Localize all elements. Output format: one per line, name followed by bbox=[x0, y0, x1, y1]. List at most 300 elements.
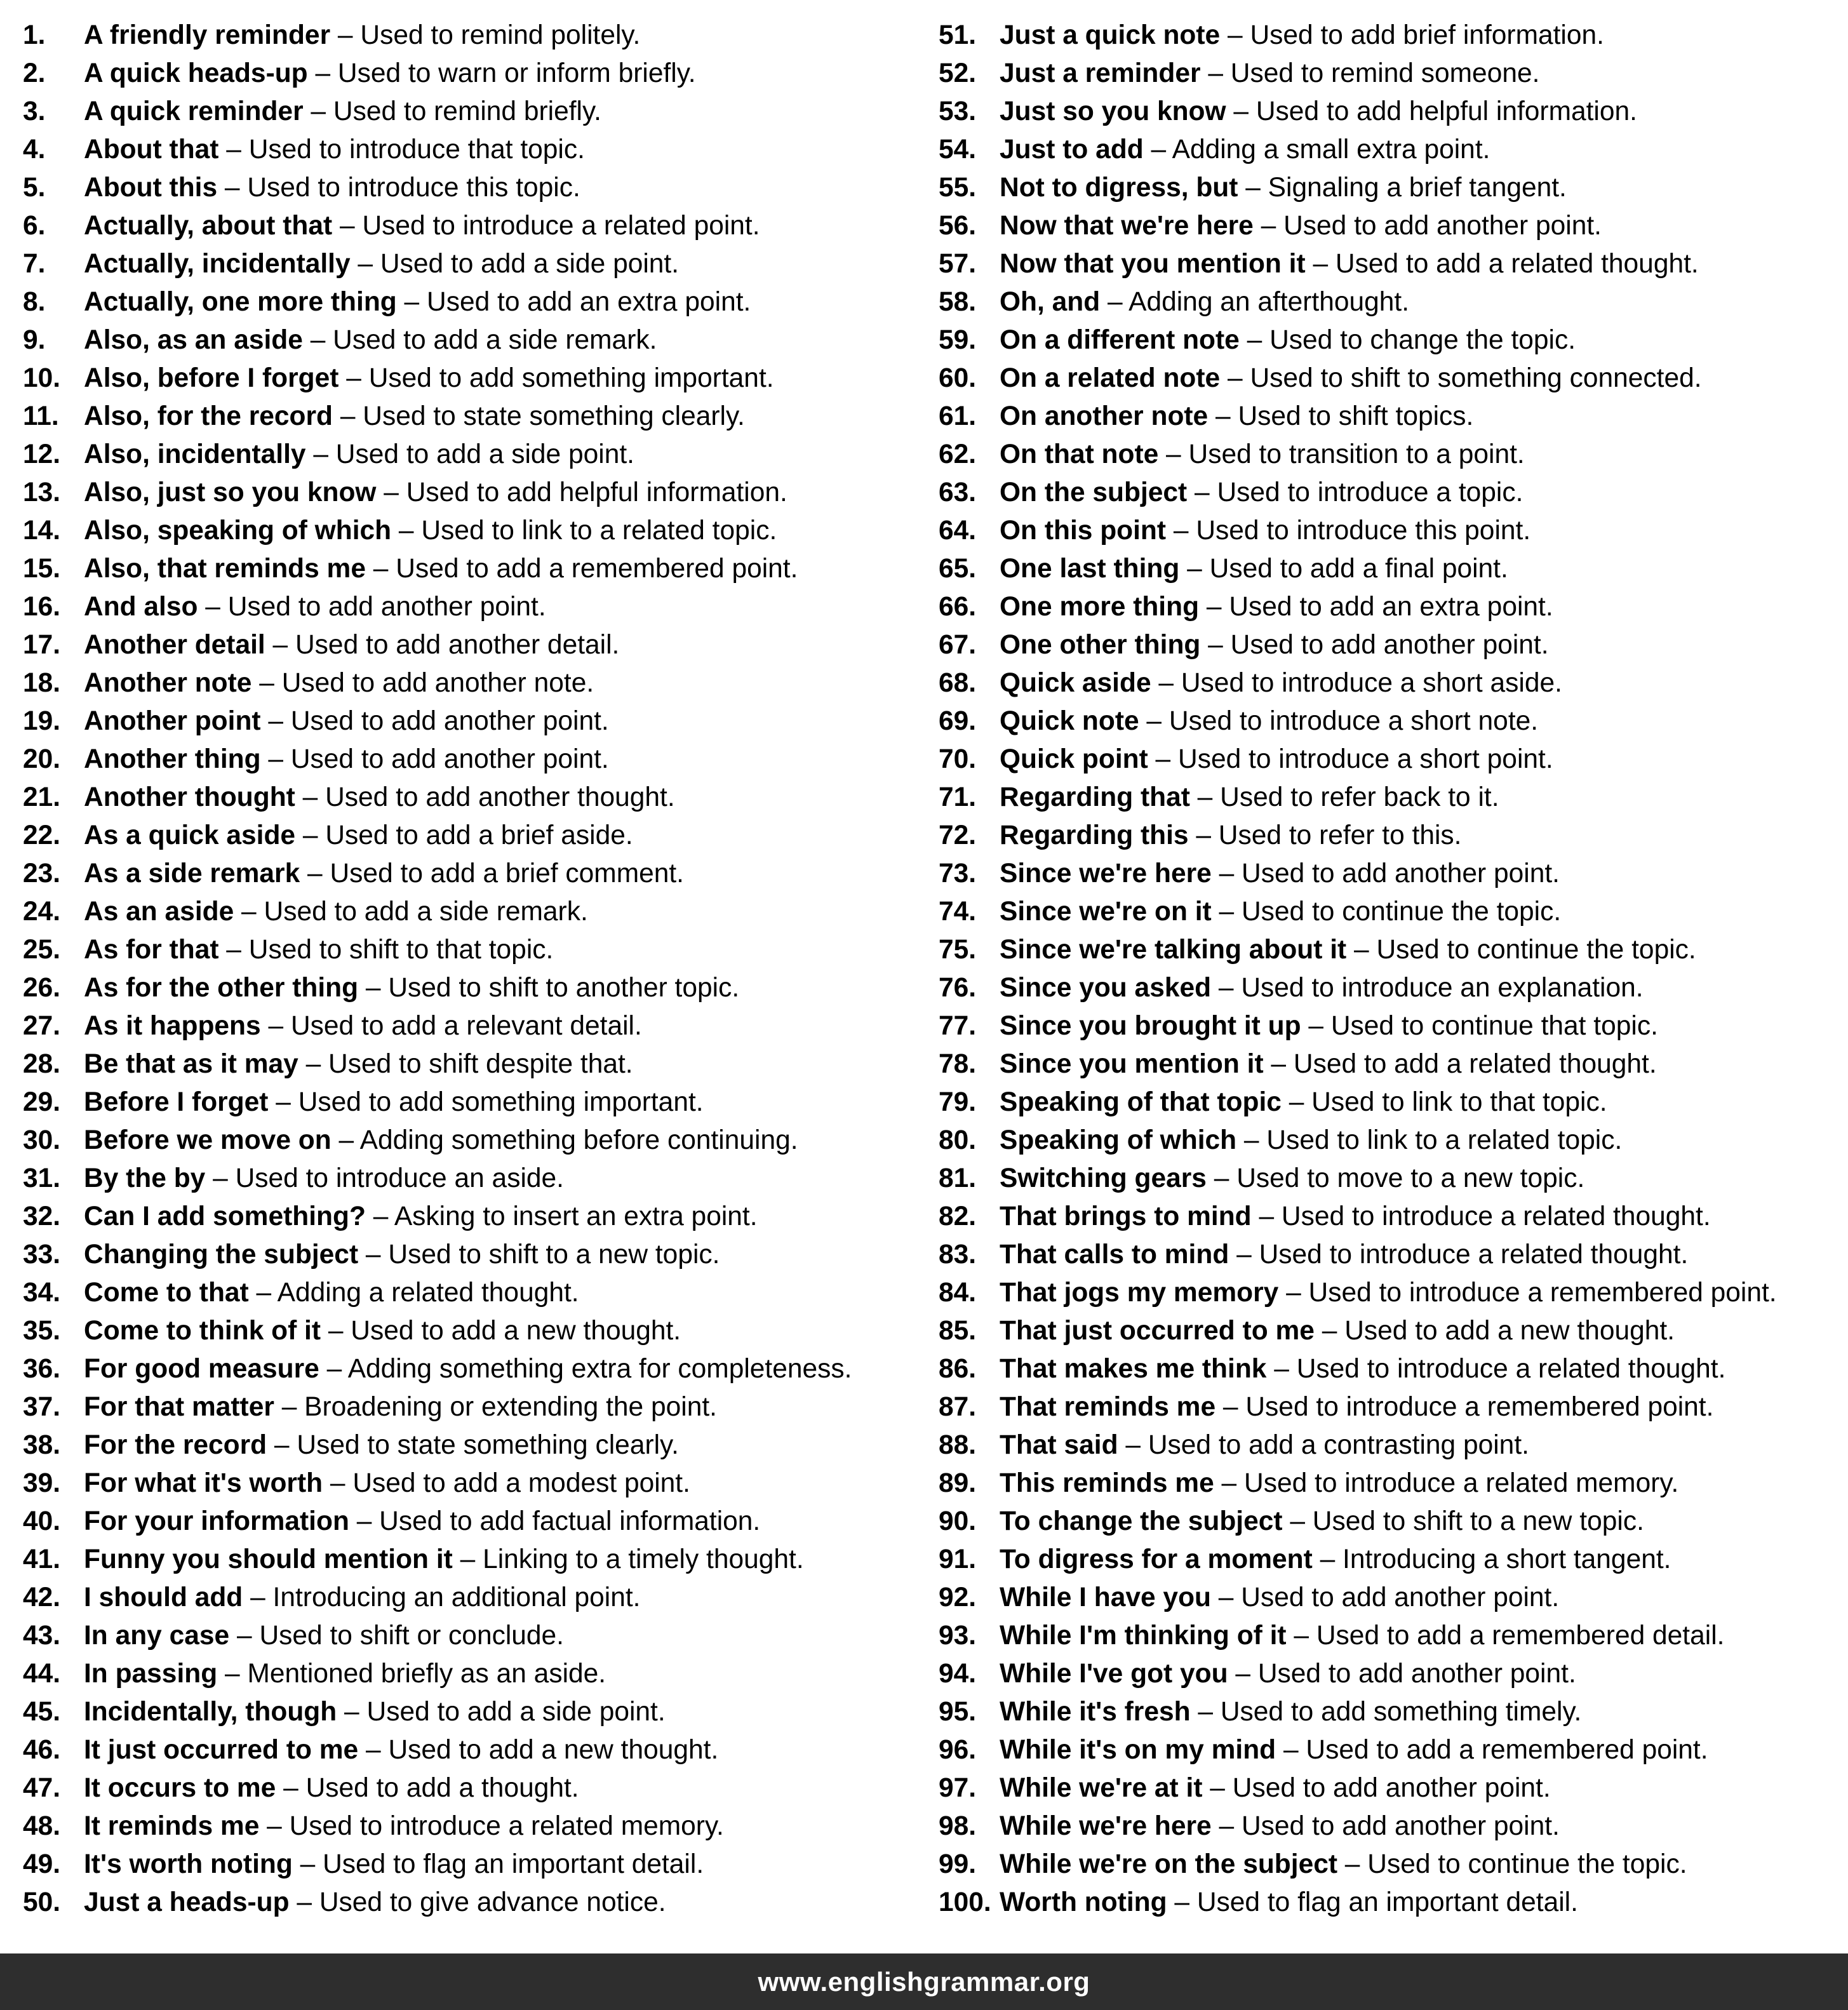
item-phrase: For that matter bbox=[84, 1392, 274, 1422]
item-text bbox=[1000, 1769, 1551, 1807]
item-separator: – bbox=[1286, 1621, 1316, 1651]
item-description: Used to add another point. bbox=[1232, 1773, 1551, 1803]
item-description: Used to add another point. bbox=[290, 744, 609, 774]
item-description: Introducing a short tangent. bbox=[1342, 1544, 1671, 1574]
list-item bbox=[939, 702, 1844, 740]
item-phrase: Also, for the record bbox=[84, 401, 333, 431]
item-text bbox=[84, 779, 675, 817]
item-phrase: For what it's worth bbox=[84, 1468, 323, 1498]
item-number: 59. bbox=[939, 325, 977, 355]
item-separator: – bbox=[366, 554, 396, 584]
item-description: Used to link to a related topic. bbox=[421, 516, 777, 546]
item-phrase: Also, before I forget bbox=[84, 363, 339, 393]
item-separator: – bbox=[1251, 1202, 1282, 1231]
item-description: Used to add a contrasting point. bbox=[1148, 1430, 1529, 1460]
list-item bbox=[939, 664, 1844, 702]
item-description: Used to add another point. bbox=[1257, 1659, 1576, 1689]
item-number: 28. bbox=[23, 1049, 61, 1079]
list-item bbox=[23, 245, 925, 283]
item-text bbox=[1000, 1884, 1578, 1922]
item-separator: – bbox=[218, 935, 249, 965]
item-description: Used to introduce a related point. bbox=[362, 211, 760, 241]
item-description: Used to add a new thought. bbox=[388, 1735, 719, 1765]
list-item bbox=[939, 1541, 1844, 1579]
list-item bbox=[23, 169, 925, 207]
item-description: Used to warn or inform briefly. bbox=[337, 58, 696, 88]
item-phrase: In passing bbox=[84, 1659, 218, 1689]
item-text bbox=[1000, 1045, 1657, 1083]
list-item bbox=[23, 1122, 925, 1160]
item-number: 58. bbox=[939, 287, 977, 317]
item-text bbox=[1000, 1464, 1678, 1503]
item-phrase: Worth noting bbox=[1000, 1887, 1167, 1917]
item-text bbox=[84, 436, 634, 474]
item-description: Used to state something clearly. bbox=[297, 1430, 679, 1460]
item-text bbox=[1000, 436, 1525, 474]
item-text bbox=[84, 207, 760, 245]
item-number: 80. bbox=[939, 1125, 977, 1155]
item-phrase: One more thing bbox=[1000, 592, 1200, 622]
item-number: 89. bbox=[939, 1468, 977, 1498]
item-number: 39. bbox=[23, 1468, 61, 1498]
item-phrase: Quick note bbox=[1000, 706, 1139, 736]
item-phrase: That just occurred to me bbox=[1000, 1316, 1315, 1346]
item-phrase: Regarding that bbox=[1000, 782, 1190, 812]
item-description: Used to flag an important detail. bbox=[1196, 1887, 1578, 1917]
item-phrase: Just to add bbox=[1000, 135, 1144, 164]
item-separator: – bbox=[1266, 1354, 1297, 1384]
item-text bbox=[1000, 1122, 1622, 1160]
item-number: 8. bbox=[23, 287, 46, 317]
item-description: Used to add an extra point. bbox=[427, 287, 751, 317]
item-number: 92. bbox=[939, 1583, 977, 1612]
item-text bbox=[84, 131, 585, 169]
item-number: 10. bbox=[23, 363, 61, 393]
item-separator: – bbox=[1236, 1125, 1267, 1155]
list-item bbox=[939, 1350, 1844, 1388]
phrase-column-left bbox=[23, 17, 925, 1922]
list-item bbox=[23, 1769, 925, 1807]
item-phrase: In any case bbox=[84, 1621, 230, 1651]
item-phrase: It's worth noting bbox=[84, 1849, 293, 1879]
item-description: Used to add something important. bbox=[298, 1087, 704, 1117]
list-item bbox=[23, 931, 925, 969]
item-phrase: Actually, one more thing bbox=[84, 287, 397, 317]
item-separator: – bbox=[1229, 1240, 1259, 1270]
item-text bbox=[84, 702, 609, 740]
item-phrase: On that note bbox=[1000, 439, 1159, 469]
item-phrase: While it's fresh bbox=[1000, 1697, 1191, 1727]
list-item bbox=[939, 931, 1844, 969]
list-item bbox=[939, 779, 1844, 817]
list-item bbox=[939, 1045, 1844, 1083]
item-description: Used to refer back to it. bbox=[1220, 782, 1499, 812]
item-description: Used to shift or conclude. bbox=[259, 1621, 564, 1651]
item-text bbox=[1000, 131, 1490, 169]
item-separator: – bbox=[1239, 325, 1270, 355]
list-item bbox=[23, 283, 925, 321]
item-separator: – bbox=[268, 1087, 298, 1117]
item-number: 84. bbox=[939, 1278, 977, 1308]
list-item bbox=[23, 1617, 925, 1655]
item-number: 54. bbox=[939, 135, 977, 164]
item-number: 36. bbox=[23, 1354, 61, 1384]
item-description: Used to add another point. bbox=[1241, 1811, 1560, 1841]
item-text bbox=[84, 969, 739, 1007]
list-item bbox=[23, 1884, 925, 1922]
item-phrase: As a side remark bbox=[84, 859, 300, 888]
item-separator: – bbox=[289, 1887, 319, 1917]
item-phrase: Also, speaking of which bbox=[84, 516, 392, 546]
item-number: 78. bbox=[939, 1049, 977, 1079]
item-separator: – bbox=[1206, 1163, 1237, 1193]
item-separator: – bbox=[1337, 1849, 1368, 1879]
item-description: Used to add an extra point. bbox=[1229, 592, 1553, 622]
item-number: 74. bbox=[939, 897, 977, 927]
item-number: 72. bbox=[939, 821, 977, 850]
list-item bbox=[939, 1198, 1844, 1236]
item-separator: – bbox=[1187, 478, 1217, 507]
item-separator: – bbox=[260, 744, 291, 774]
item-description: Adding something before continuing. bbox=[359, 1125, 798, 1155]
item-number: 15. bbox=[23, 554, 61, 584]
item-number: 56. bbox=[939, 211, 977, 241]
item-text bbox=[84, 1464, 690, 1503]
item-description: Used to add something timely. bbox=[1220, 1697, 1582, 1727]
list-item bbox=[23, 855, 925, 893]
item-text bbox=[1000, 93, 1637, 131]
item-number: 5. bbox=[23, 173, 46, 203]
item-phrase: Since you brought it up bbox=[1000, 1011, 1301, 1041]
item-description: Adding a related thought. bbox=[277, 1278, 579, 1308]
item-separator: – bbox=[205, 1163, 236, 1193]
item-separator: – bbox=[1200, 58, 1231, 88]
item-text bbox=[84, 474, 787, 512]
item-text bbox=[84, 1503, 760, 1541]
list-item bbox=[23, 1807, 925, 1846]
item-number: 32. bbox=[23, 1202, 61, 1231]
item-number: 14. bbox=[23, 516, 61, 546]
footer-bar bbox=[0, 1953, 1848, 2010]
item-separator: – bbox=[1281, 1087, 1312, 1117]
item-description: Used to add a new thought. bbox=[1344, 1316, 1675, 1346]
item-phrase: A quick heads-up bbox=[84, 58, 308, 88]
item-separator: – bbox=[391, 516, 422, 546]
item-text bbox=[84, 1846, 704, 1884]
item-description: Signaling a brief tangent. bbox=[1268, 173, 1567, 203]
list-item bbox=[23, 1160, 925, 1198]
item-phrase: As a quick aside bbox=[84, 821, 296, 850]
item-separator: – bbox=[1301, 1011, 1331, 1041]
item-description: Adding something extra for completeness. bbox=[347, 1354, 852, 1384]
item-text bbox=[84, 1731, 718, 1769]
item-separator: – bbox=[1190, 1697, 1221, 1727]
item-separator: – bbox=[1282, 1506, 1313, 1536]
item-separator: – bbox=[1211, 859, 1242, 888]
item-text bbox=[84, 588, 546, 626]
item-description: Used to state something clearly. bbox=[363, 401, 745, 431]
item-text bbox=[84, 1350, 852, 1388]
item-number: 48. bbox=[23, 1811, 61, 1841]
list-item bbox=[23, 1350, 925, 1388]
item-number: 64. bbox=[939, 516, 977, 546]
item-separator: – bbox=[1314, 1316, 1345, 1346]
list-item bbox=[23, 702, 925, 740]
item-separator: – bbox=[1179, 554, 1210, 584]
item-text bbox=[84, 1236, 720, 1274]
list-item bbox=[939, 1731, 1844, 1769]
item-text bbox=[1000, 588, 1553, 626]
item-text bbox=[1000, 969, 1644, 1007]
list-item bbox=[23, 1579, 925, 1617]
item-text bbox=[84, 1655, 606, 1693]
item-phrase: A friendly reminder bbox=[84, 20, 331, 50]
list-item bbox=[939, 17, 1844, 55]
item-phrase: As it happens bbox=[84, 1011, 261, 1041]
item-text bbox=[84, 55, 696, 93]
item-separator: – bbox=[1211, 897, 1242, 927]
item-separator: – bbox=[248, 1278, 278, 1308]
item-phrase: Now that we're here bbox=[1000, 211, 1254, 241]
item-number: 25. bbox=[23, 935, 61, 965]
list-item bbox=[939, 1769, 1844, 1807]
item-text bbox=[84, 398, 745, 436]
item-separator: – bbox=[1305, 249, 1336, 279]
item-separator: – bbox=[260, 706, 291, 736]
item-number: 87. bbox=[939, 1392, 977, 1422]
item-phrase: Just a quick note bbox=[1000, 20, 1221, 50]
item-number: 37. bbox=[23, 1392, 61, 1422]
list-item bbox=[939, 1312, 1844, 1350]
item-separator: – bbox=[396, 287, 427, 317]
item-text bbox=[84, 740, 609, 779]
list-item bbox=[939, 169, 1844, 207]
item-number: 7. bbox=[23, 249, 46, 279]
item-phrase: That makes me think bbox=[1000, 1354, 1267, 1384]
item-number: 100. bbox=[939, 1887, 991, 1917]
list-item bbox=[939, 817, 1844, 855]
item-text bbox=[1000, 17, 1604, 55]
item-separator: – bbox=[332, 211, 363, 241]
item-phrase: Another thought bbox=[84, 782, 295, 812]
item-phrase: As for the other thing bbox=[84, 973, 359, 1003]
item-description: Used to add a remembered point. bbox=[1306, 1735, 1708, 1765]
item-number: 97. bbox=[939, 1773, 977, 1803]
list-item bbox=[23, 893, 925, 931]
list-item bbox=[23, 1198, 925, 1236]
item-description: Adding an afterthought. bbox=[1128, 287, 1409, 317]
item-phrase: Be that as it may bbox=[84, 1049, 298, 1079]
item-separator: – bbox=[1263, 1049, 1294, 1079]
item-text bbox=[84, 1312, 681, 1350]
item-description: Adding a small extra point. bbox=[1172, 135, 1490, 164]
item-text bbox=[1000, 1655, 1576, 1693]
item-text bbox=[84, 512, 777, 550]
item-description: Asking to insert an extra point. bbox=[394, 1202, 758, 1231]
item-phrase: Another thing bbox=[84, 744, 261, 774]
item-description: Used to flag an important detail. bbox=[323, 1849, 704, 1879]
item-number: 29. bbox=[23, 1087, 61, 1117]
item-number: 99. bbox=[939, 1849, 977, 1879]
item-description: Mentioned briefly as an aside. bbox=[247, 1659, 606, 1689]
item-text bbox=[84, 1388, 717, 1426]
item-separator: – bbox=[292, 1849, 323, 1879]
item-separator: – bbox=[1208, 401, 1238, 431]
item-phrase: Incidentally, though bbox=[84, 1697, 337, 1727]
item-text bbox=[1000, 1274, 1777, 1312]
list-item bbox=[23, 17, 925, 55]
item-phrase: Quick aside bbox=[1000, 668, 1151, 698]
item-separator: – bbox=[267, 1430, 297, 1460]
item-phrase: One last thing bbox=[1000, 554, 1180, 584]
item-text bbox=[84, 17, 640, 55]
item-number: 93. bbox=[939, 1621, 977, 1651]
item-separator: – bbox=[1202, 1773, 1233, 1803]
item-text bbox=[1000, 817, 1461, 855]
item-description: Used to introduce an aside. bbox=[235, 1163, 564, 1193]
item-separator: – bbox=[321, 1316, 351, 1346]
item-text bbox=[84, 817, 633, 855]
item-description: Used to add a relevant detail. bbox=[290, 1011, 642, 1041]
item-separator: – bbox=[333, 401, 363, 431]
item-description: Used to link to a related topic. bbox=[1266, 1125, 1623, 1155]
item-text bbox=[84, 1579, 640, 1617]
item-text bbox=[1000, 1236, 1688, 1274]
item-phrase: Another detail bbox=[84, 630, 265, 660]
item-phrase: For the record bbox=[84, 1430, 267, 1460]
item-text bbox=[84, 1884, 666, 1922]
list-item bbox=[939, 131, 1844, 169]
item-separator: – bbox=[1118, 1430, 1148, 1460]
item-separator: – bbox=[302, 325, 333, 355]
list-item bbox=[23, 1731, 925, 1769]
list-item bbox=[939, 1579, 1844, 1617]
item-description: Used to add another point. bbox=[1242, 859, 1560, 888]
item-number: 41. bbox=[23, 1544, 61, 1574]
item-description: Used to refer to this. bbox=[1218, 821, 1462, 850]
item-description: Used to introduce a remembered point. bbox=[1245, 1392, 1714, 1422]
item-number: 40. bbox=[23, 1506, 61, 1536]
item-description: Used to introduce a related memory. bbox=[289, 1811, 724, 1841]
item-text bbox=[1000, 512, 1530, 550]
item-separator: – bbox=[1143, 135, 1172, 164]
item-number: 50. bbox=[23, 1887, 61, 1917]
item-phrase: I should add bbox=[84, 1583, 243, 1612]
list-item bbox=[23, 474, 925, 512]
item-text bbox=[84, 550, 798, 588]
item-description: Used to shift to another topic. bbox=[388, 973, 740, 1003]
item-number: 71. bbox=[939, 782, 977, 812]
item-description: Used to add a final point. bbox=[1209, 554, 1508, 584]
item-description: Used to add another point. bbox=[290, 706, 609, 736]
item-text bbox=[84, 1198, 758, 1236]
item-phrase: Just a heads-up bbox=[84, 1887, 290, 1917]
list-item bbox=[939, 1122, 1844, 1160]
item-description: Used to add a side remark. bbox=[333, 325, 657, 355]
item-separator: – bbox=[1214, 1468, 1245, 1498]
list-item bbox=[23, 588, 925, 626]
item-text bbox=[1000, 1846, 1687, 1884]
item-phrase: Just so you know bbox=[1000, 97, 1226, 126]
item-separator: – bbox=[1100, 287, 1129, 317]
list-item bbox=[939, 1388, 1844, 1426]
footer-url: www.englishgrammar.org bbox=[758, 1966, 1090, 1997]
item-text bbox=[84, 1122, 798, 1160]
item-phrase: That reminds me bbox=[1000, 1392, 1216, 1422]
item-separator: – bbox=[358, 973, 389, 1003]
item-phrase: On another note bbox=[1000, 401, 1209, 431]
item-phrase: Before we move on bbox=[84, 1125, 331, 1155]
item-number: 12. bbox=[23, 439, 61, 469]
item-number: 3. bbox=[23, 97, 46, 126]
list-item bbox=[23, 1083, 925, 1122]
item-description: Used to shift to that topic. bbox=[248, 935, 554, 965]
item-text bbox=[1000, 855, 1560, 893]
item-description: Used to add a remembered detail. bbox=[1316, 1621, 1725, 1651]
list-item bbox=[23, 1236, 925, 1274]
item-phrase: It occurs to me bbox=[84, 1773, 276, 1803]
item-separator: – bbox=[1312, 1544, 1343, 1574]
item-number: 17. bbox=[23, 630, 61, 660]
item-separator: – bbox=[1215, 1392, 1246, 1422]
item-separator: – bbox=[358, 1735, 389, 1765]
item-separator: – bbox=[303, 97, 333, 126]
item-phrase: Switching gears bbox=[1000, 1163, 1207, 1193]
item-description: Used to introduce a short point. bbox=[1178, 744, 1553, 774]
item-text bbox=[84, 855, 684, 893]
list-item bbox=[23, 512, 925, 550]
item-text bbox=[1000, 1083, 1607, 1122]
item-description: Used to add another point. bbox=[1241, 1583, 1560, 1612]
item-number: 24. bbox=[23, 897, 61, 927]
item-description: Used to remind politely. bbox=[360, 20, 641, 50]
item-separator: – bbox=[300, 859, 330, 888]
item-description: Used to introduce this topic. bbox=[247, 173, 580, 203]
list-item bbox=[939, 1617, 1844, 1655]
item-phrase: On this point bbox=[1000, 516, 1167, 546]
item-number: 18. bbox=[23, 668, 61, 698]
list-item bbox=[23, 1541, 925, 1579]
item-text bbox=[1000, 1579, 1559, 1617]
list-item bbox=[23, 664, 925, 702]
item-description: Used to add a side remark. bbox=[264, 897, 588, 927]
item-number: 49. bbox=[23, 1849, 61, 1879]
item-number: 94. bbox=[939, 1659, 977, 1689]
item-text bbox=[1000, 626, 1549, 664]
list-item bbox=[939, 398, 1844, 436]
list-item bbox=[23, 321, 925, 359]
item-separator: – bbox=[1346, 935, 1377, 965]
item-text bbox=[84, 893, 588, 931]
list-item bbox=[23, 1274, 925, 1312]
item-phrase: Speaking of that topic bbox=[1000, 1087, 1282, 1117]
list-item bbox=[23, 1045, 925, 1083]
item-number: 75. bbox=[939, 935, 977, 965]
item-number: 35. bbox=[23, 1316, 61, 1346]
item-text bbox=[1000, 550, 1508, 588]
item-number: 86. bbox=[939, 1354, 977, 1384]
item-separator: – bbox=[337, 1697, 367, 1727]
list-item bbox=[939, 1807, 1844, 1846]
item-separator: – bbox=[1189, 782, 1221, 812]
item-separator: – bbox=[218, 135, 249, 164]
item-phrase: Come to that bbox=[84, 1278, 249, 1308]
item-phrase: While I've got you bbox=[1000, 1659, 1228, 1689]
item-phrase: While I have you bbox=[1000, 1583, 1211, 1612]
item-number: 26. bbox=[23, 973, 61, 1003]
item-description: Used to link to that topic. bbox=[1311, 1087, 1607, 1117]
item-phrase: Also, just so you know bbox=[84, 478, 377, 507]
